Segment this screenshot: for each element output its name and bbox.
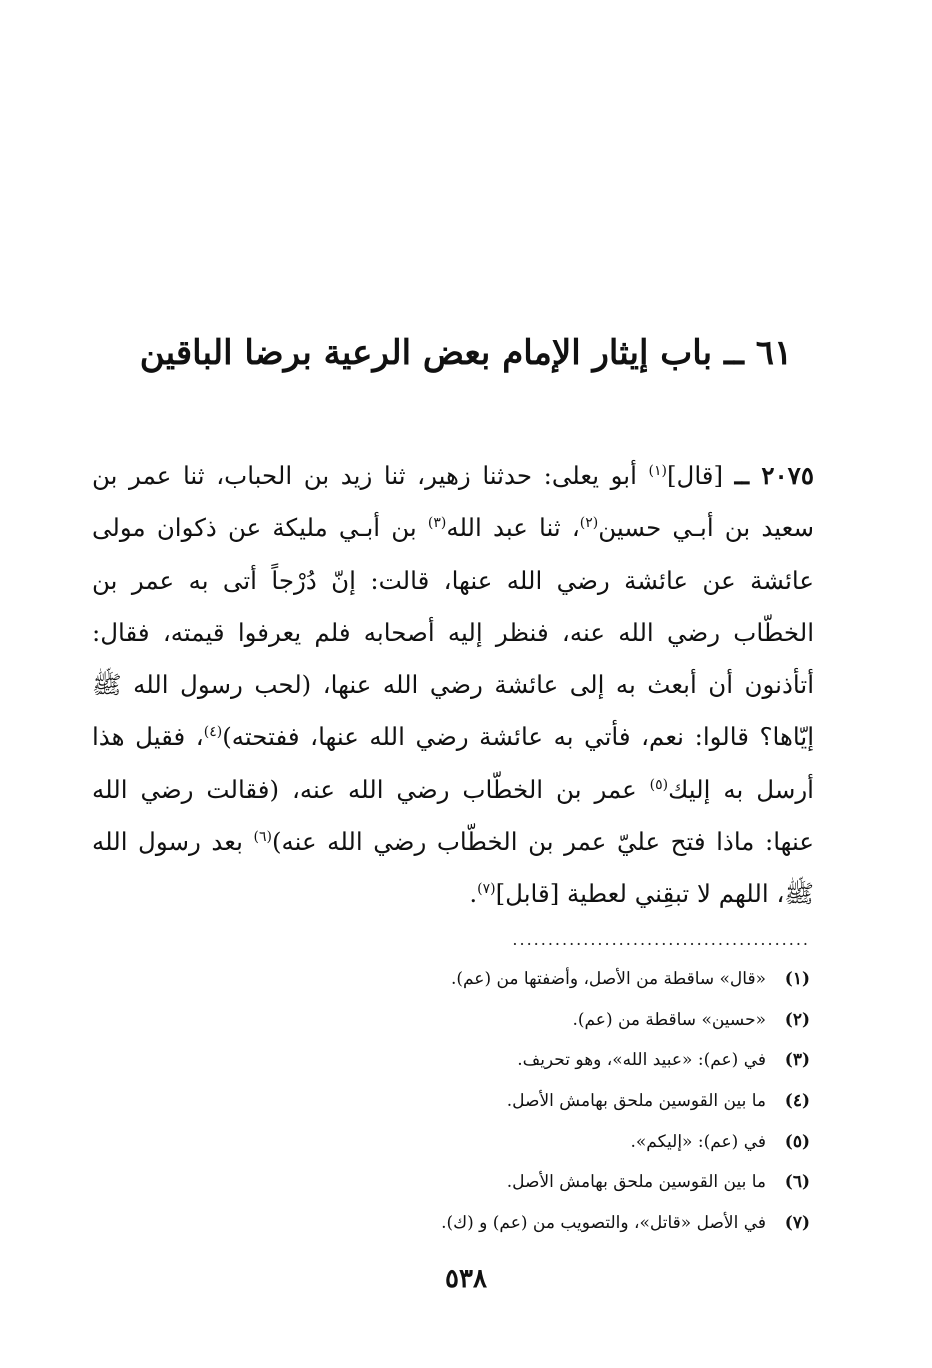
footnote-text: ما بين القوسين ملحق بهامش الأصل. (506, 1172, 766, 1193)
footnote-item (320, 1045, 810, 1086)
hadith-text: عمر بن الخطّاب رضي الله عنه، (فقالت رضي الله عنها: ماذا فتح عليّ عمر بن الخطّاب رضي الله عنه) (92, 774, 814, 857)
footnote-number: (٧) (784, 1213, 810, 1234)
footnote-ref: (٦) (253, 828, 272, 845)
hadith-text: ، فقيل هذا أرسل به إليك (92, 722, 814, 804)
footnote-text: «قال» ساقطة من الأصل، وأضفتها من (عم). (450, 969, 766, 989)
hadith-text: أبو يعلى: حدثنا زهير، ثنا زيد بن الحباب، ثنا عمر بن سعيد بن أبـي حسين (92, 461, 814, 543)
footnote-ref: (١) (648, 462, 667, 479)
footnote-text: في (عم): «عبيد الله»، وهو تحريف. (517, 1050, 766, 1071)
footnote-item (320, 1127, 810, 1168)
footnote-item (320, 964, 810, 1005)
hadith-text: بن أبـي مليكة عن ذكوان مولى عائشة عن عائشة رضي الله عنها، قالت: إنّ دُرْجاً أتى به عمر بن الخطّاب رضي الله عنه، فنظر إليه أصحابه فلم يعرفوا قيمته، فقال: أتأذنون أن أبعث به إلى عائشة رضي الله عنها، (لحب رسول الله ﷺ إيّاها؟ قالوا: نعم، فأتي به عائشة رضي الله عنها، ففتحته) (92, 513, 815, 752)
hadith-text: [قال] (666, 461, 735, 490)
footnote-number: (٤) (784, 1091, 810, 1112)
footnote-number: (٣) (784, 1050, 810, 1071)
footnote-ref: (٣) (427, 515, 447, 532)
hadith-number: ٢٠٧٥ ــ (734, 461, 814, 490)
footnote-ref: (٤) (203, 724, 223, 741)
footnote-item (320, 1167, 810, 1208)
footnote-ref: (٥) (649, 776, 669, 793)
hadith-text: بعد رسول الله ﷺ، اللهم لا تبقِني لعطية [قابل] (92, 827, 814, 909)
footnote-text: ما بين القوسين ملحق بهامش الأصل. (506, 1091, 766, 1112)
footnote-item (320, 1005, 810, 1046)
page-number: ٥٣٨ (445, 1264, 487, 1294)
footnote-ref: (٢) (579, 515, 599, 532)
footnote-item (320, 1086, 810, 1127)
hadith-text: ، ثنا عبد الله (446, 513, 580, 543)
footnote-text: في الأصل «قاتل»، والتصويب من (عم) و (ك). (441, 1213, 766, 1234)
footnote-item (320, 1208, 810, 1249)
footnote-number: (٢) (784, 1009, 810, 1030)
footnote-number: (٦) (784, 1172, 810, 1193)
footnote-ref: (٧) (477, 881, 496, 898)
footnote-separator: .......................................... (512, 930, 810, 949)
chapter-title: ٦١ ــ باب إيثار الإمام بعض الرعية برضا الباقين (139, 333, 793, 373)
footnote-number: (٥) (784, 1131, 810, 1152)
footnote-text: «حسين» ساقطة من (عم). (572, 1009, 766, 1030)
footnote-text: في (عم): «إليكم». (630, 1131, 766, 1152)
footnote-list (320, 964, 810, 1249)
footnote-number: (١) (784, 969, 810, 989)
hadith-paragraph (92, 450, 814, 921)
hadith-text: . (469, 879, 478, 909)
